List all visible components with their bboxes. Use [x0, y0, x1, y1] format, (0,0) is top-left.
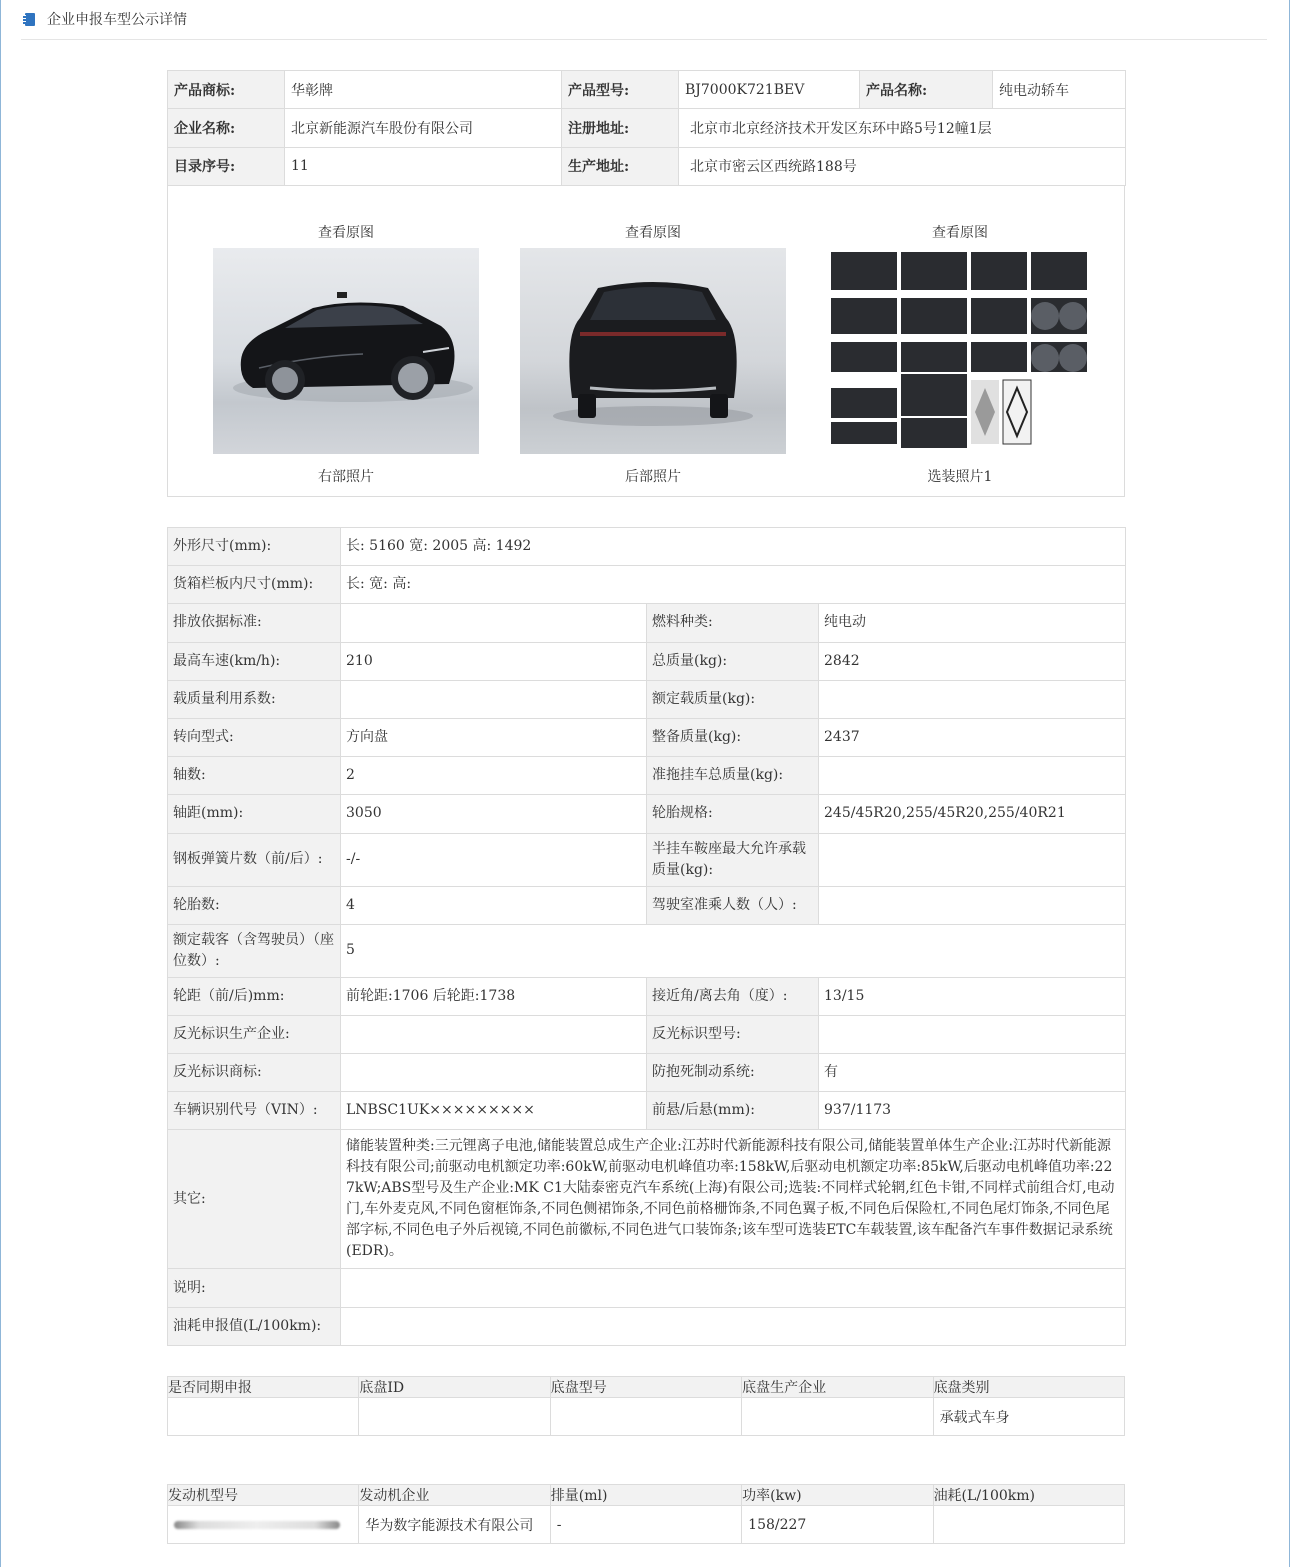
- load-coef-label: 载质量利用系数:: [168, 680, 341, 718]
- chassis-header-same-period: 是否同期申报: [168, 1377, 359, 1398]
- seats-label: 额定载客（含驾驶员）（座位数）:: [168, 924, 341, 977]
- chassis-same-period: [168, 1398, 359, 1436]
- photo-gallery: [167, 186, 1125, 497]
- engine-model: [168, 1506, 359, 1544]
- chassis-header-maker: 底盘生产企业: [742, 1377, 933, 1398]
- other-label: 其它:: [168, 1130, 341, 1269]
- mass-value: 2842: [819, 642, 1126, 680]
- basic-info-table: [167, 70, 1126, 186]
- chassis-header-id: 底盘ID: [359, 1377, 550, 1398]
- table-row: [168, 1506, 1125, 1544]
- product-name-label: 产品名称:: [860, 71, 993, 109]
- cab-value: [819, 886, 1126, 924]
- seats-value: 5: [341, 924, 1126, 977]
- engine-fuel: [933, 1506, 1124, 1544]
- overhang-label: 前悬/后悬(mm):: [647, 1092, 819, 1130]
- engine-table: [167, 1484, 1125, 1544]
- curb-label: 整备质量(kg):: [647, 718, 819, 756]
- chassis-maker: [742, 1398, 933, 1436]
- tires-count-value: 4: [341, 886, 647, 924]
- photo-caption: 选装照片1: [927, 469, 993, 485]
- curb-value: 2437: [819, 718, 1126, 756]
- emission-value: [341, 604, 647, 642]
- saddle-label: 半挂车鞍座最大允许承载质量(kg):: [647, 833, 819, 886]
- table-row: [168, 1398, 1125, 1436]
- prod-address-value: 北京市密云区西统路188号: [679, 147, 1126, 185]
- note-value: [341, 1269, 1126, 1307]
- vin-label: 车辆识别代号（VIN）:: [168, 1092, 341, 1130]
- view-original-link[interactable]: 查看原图: [625, 225, 681, 241]
- chassis-table: [167, 1376, 1125, 1436]
- chassis-model: [550, 1398, 741, 1436]
- reflector-maker-label: 反光标识生产企业:: [168, 1015, 341, 1053]
- chassis-type: 承载式车身: [933, 1398, 1124, 1436]
- track-value: 前轮距:1706 后轮距:1738: [341, 977, 647, 1015]
- spring-label: 钢板弹簧片数（前/后）:: [168, 833, 341, 886]
- chassis-id: [359, 1398, 550, 1436]
- model-value: BJ7000K721BEV: [679, 71, 860, 109]
- model-label: 产品型号:: [562, 71, 679, 109]
- overhang-value: 937/1173: [819, 1092, 1126, 1130]
- reflector-model-value: [819, 1015, 1126, 1053]
- spring-value: -/-: [341, 833, 647, 886]
- product-name-value: 纯电动轿车: [993, 71, 1126, 109]
- cargo-value: 长: 宽: 高:: [341, 566, 1126, 604]
- axles-label: 轴数:: [168, 757, 341, 795]
- cargo-label: 货箱栏板内尺寸(mm):: [168, 566, 341, 604]
- speed-label: 最高车速(km/h):: [168, 642, 341, 680]
- tire-value: 245/45R20,255/45R20,255/40R21: [819, 795, 1126, 833]
- axles-value: 2: [341, 757, 647, 795]
- rated-load-value: [819, 680, 1126, 718]
- tires-count-label: 轮胎数:: [168, 886, 341, 924]
- engine-header-power: 功率(kw): [742, 1485, 933, 1506]
- other-value: 储能装置种类:三元锂离子电池,储能装置总成生产企业:江苏时代新能源科技有限公司,储能装置单体生产企业:江苏时代新能源科技有限公司;前驱动电机额定功率:60kW,前驱动电机峰值功率:158kW,后驱动电机额定功率:85kW,后驱动电机峰值功率:227kW;ABS型号及生产企业:MK C1大陆泰密克汽车系统(上海)有限公司;选装:不同样式轮辋,红色卡钳,不同样式前组合灯,电动门,车外麦克风,不同色窗框饰条,不同色侧裙饰条,不同色前格栅饰条,不同色翼子板,不同色后保险杠,不同色尾灯饰条,不同色尾部字标,不同色电子外后视镜,不同色前徽标,不同色进气口装饰条;该车型可选装ETC车载装置,该车配备汽车事件数据记录系统(EDR)。: [341, 1130, 1126, 1269]
- view-original-link[interactable]: 查看原图: [932, 225, 988, 241]
- abs-label: 防抱死制动系统:: [647, 1054, 819, 1092]
- mass-label: 总质量(kg):: [647, 642, 819, 680]
- prod-address-label: 生产地址:: [562, 147, 679, 185]
- page-header: [21, 10, 1267, 40]
- dims-value: 长: 5160 宽: 2005 高: 1492: [341, 528, 1126, 566]
- catalog-value: 11: [285, 147, 562, 185]
- engine-header-displacement: 排量(ml): [550, 1485, 741, 1506]
- reflector-brand-value: [341, 1054, 647, 1092]
- reg-address-value: 北京市北京经济技术开发区东环中路5号12幢1层: [679, 109, 1126, 147]
- steer-label: 转向型式:: [168, 718, 341, 756]
- reflector-brand-label: 反光标识商标:: [168, 1054, 341, 1092]
- right-photo-image[interactable]: [213, 248, 479, 454]
- track-label: 轮距（前/后)mm:: [168, 977, 341, 1015]
- spec-table: [167, 527, 1126, 1346]
- wheelbase-value: 3050: [341, 795, 647, 833]
- trailer-label: 准拖挂车总质量(kg):: [647, 757, 819, 795]
- reflector-model-label: 反光标识型号:: [647, 1015, 819, 1053]
- rated-load-label: 额定载质量(kg):: [647, 680, 819, 718]
- reg-address-label: 注册地址:: [562, 109, 679, 147]
- notebook-icon: [23, 12, 37, 28]
- saddle-value: [819, 833, 1126, 886]
- engine-maker: 华为数字能源技术有限公司: [359, 1506, 550, 1544]
- cab-label: 驾驶室准乘人数（人）:: [647, 886, 819, 924]
- speed-value: 210: [341, 642, 647, 680]
- vin-value: LNBSC1UK×××××××××: [341, 1092, 647, 1130]
- dims-label: 外形尺寸(mm):: [168, 528, 341, 566]
- reflector-maker-value: [341, 1015, 647, 1053]
- photo-caption: 右部照片: [318, 469, 374, 485]
- view-original-link[interactable]: 查看原图: [318, 225, 374, 241]
- trailer-value: [819, 757, 1126, 795]
- redacted-blur: [174, 1521, 340, 1529]
- angle-value: 13/15: [819, 977, 1126, 1015]
- fuel-consumption-label: 油耗申报值(L/100km):: [168, 1307, 341, 1345]
- brand-label: 产品商标:: [168, 71, 285, 109]
- chassis-header-model: 底盘型号: [550, 1377, 741, 1398]
- photo-caption: 后部照片: [625, 469, 681, 485]
- emission-label: 排放依据标准:: [168, 604, 341, 642]
- engine-header-maker: 发动机企业: [359, 1485, 550, 1506]
- tire-label: 轮胎规格:: [647, 795, 819, 833]
- fuel-value: 纯电动: [819, 604, 1126, 642]
- page-title: 企业申报车型公示详情: [47, 12, 187, 28]
- optional-photo-collage[interactable]: [827, 248, 1093, 454]
- engine-power: 158/227: [742, 1506, 933, 1544]
- load-coef-value: [341, 680, 647, 718]
- company-label: 企业名称:: [168, 109, 285, 147]
- engine-header-model: 发动机型号: [168, 1485, 359, 1506]
- catalog-label: 目录序号:: [168, 147, 285, 185]
- company-value: 北京新能源汽车股份有限公司: [285, 109, 562, 147]
- fuel-consumption-value: [341, 1307, 1126, 1345]
- engine-displacement: -: [550, 1506, 741, 1544]
- chassis-header-type: 底盘类别: [933, 1377, 1124, 1398]
- engine-header-fuel: 油耗(L/100km): [933, 1485, 1124, 1506]
- abs-value: 有: [819, 1054, 1126, 1092]
- brand-value: 华彰牌: [285, 71, 562, 109]
- rear-photo-image[interactable]: [520, 248, 786, 454]
- wheelbase-label: 轴距(mm):: [168, 795, 341, 833]
- fuel-label: 燃料种类:: [647, 604, 819, 642]
- steer-value: 方向盘: [341, 718, 647, 756]
- angle-label: 接近角/离去角（度）:: [647, 977, 819, 1015]
- note-label: 说明:: [168, 1269, 341, 1307]
